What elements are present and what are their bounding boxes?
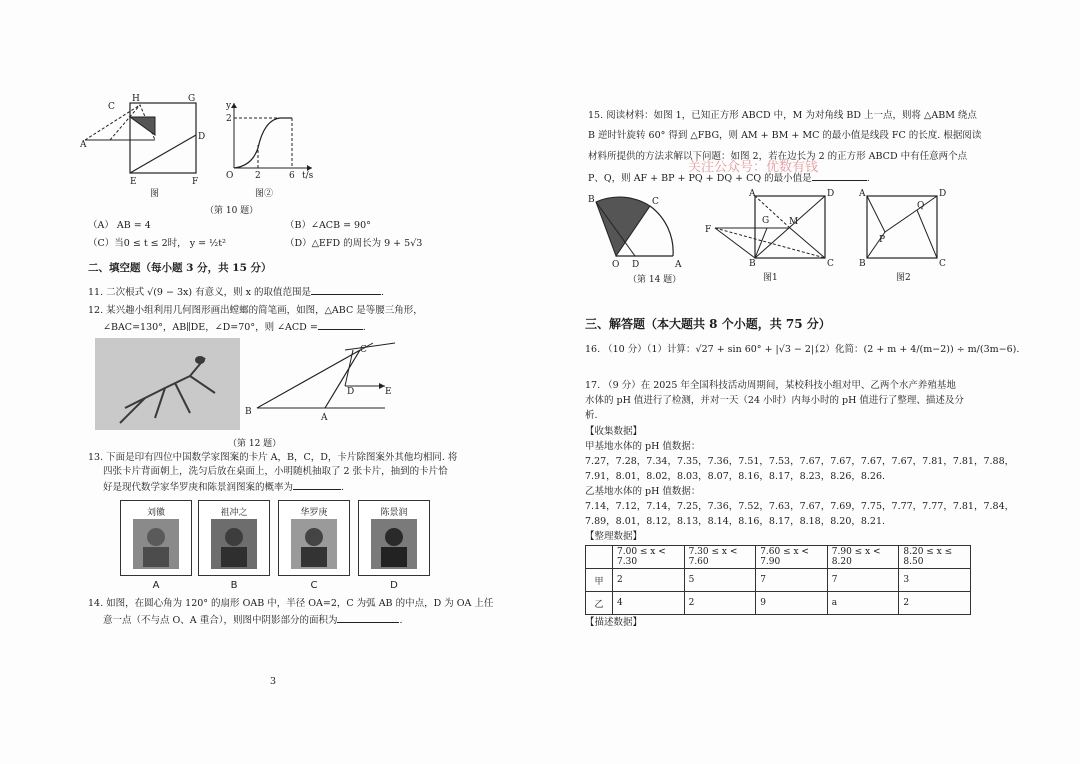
q10-option-b: （B）∠ACB = 90° (285, 220, 371, 231)
q11-blank (311, 285, 381, 295)
card-d-name: 陈景润 (380, 508, 408, 518)
fig14-title: （第 14 题） (628, 275, 682, 285)
fig1-label-f: F (705, 225, 712, 235)
card-b-portrait (211, 519, 257, 569)
fig14-label-d: D (632, 260, 640, 270)
fig12-label-a: A (321, 413, 328, 423)
fig12-title: （第 12 题） (228, 439, 282, 449)
question-13-text: 好是现代数学家华罗庚和陈景润图案的概率为 (103, 482, 294, 493)
question-14-line-2: 意一点（不与点 O、A 重合），则图中阴影部分的面积为 . (103, 615, 403, 626)
table-header-cell: 8.20 ≤ x ≤ 8.50 (899, 546, 971, 569)
fig2-label-q: Q (917, 201, 925, 211)
graph-label-ts: t/s (302, 171, 314, 181)
question-12-line-2: ∠BAC=130°，AB∥DE，∠D=70°，则 ∠ACD = . (103, 322, 366, 333)
table-header-cell: 7.00 ≤ x < 7.30 (613, 546, 685, 569)
fig14-label-o: O (612, 260, 620, 270)
card-c (278, 500, 350, 591)
graph-tick-2: 2 (255, 171, 261, 181)
card-a (120, 500, 192, 591)
table-row (586, 569, 971, 592)
table-cell: a (827, 592, 899, 615)
section-2-heading: 二、填空题（每小题 3 分，共 15 分） (88, 262, 272, 274)
card-d-letter: D (390, 580, 398, 591)
q12-blank (318, 320, 363, 330)
fig1-label-b: B (749, 259, 756, 269)
figure-10-graph (222, 98, 322, 181)
table-cell: 9 (756, 592, 828, 615)
question-12-text: ∠BAC=130°，AB∥DE，∠D=70°，则 ∠ACD = (103, 322, 318, 333)
card-b (198, 500, 270, 591)
question-13-line-2: 四张卡片背面朝上，洗匀后放在桌面上，小明随机抽取了 2 张卡片，抽到的卡片恰 (103, 466, 448, 477)
fig10-label-f: F (192, 177, 199, 187)
table-cell: 3 (899, 569, 971, 592)
table-cell: 2 (899, 592, 971, 615)
card-a-letter: A (152, 580, 160, 591)
section-3-heading: 三、解答题（本大题共 8 个小题，共 75 分） (585, 317, 831, 331)
table-header-cell: 7.30 ≤ x < 7.60 (684, 546, 756, 569)
table-header-cell: 7.90 ≤ x < 8.20 (827, 546, 899, 569)
card-c-letter: C (310, 580, 318, 591)
fig10-label-g: G (188, 94, 196, 104)
fig2-label-p: P (879, 235, 886, 245)
fig12-label-c: C (360, 345, 367, 355)
fig10-label-c: C (108, 102, 115, 112)
card-d-portrait (371, 519, 417, 569)
q15-blank (812, 171, 867, 181)
question-13-line-3: 好是现代数学家华罗庚和陈景润图案的概率为 . (103, 482, 345, 493)
question-11: 11. 二次根式 √(9 − 3x) 有意义，则 x 的取值范围是 . (88, 287, 385, 298)
question-17-line-1: 17. （9 分）在 2025 年全国科技活动周期间，某校科技小组对甲、乙两个水产养殖基地 (585, 380, 956, 391)
ph-frequency-table (585, 545, 971, 615)
fig14-label-c: C (652, 197, 659, 207)
question-11-text: 11. 二次根式 √(9 − 3x) 有意义，则 x 的取值范围是 (88, 287, 311, 298)
fig10-label-h: H (132, 94, 140, 104)
question-13-line-1: 13. 下面是印有四位中国数学家图案的卡片 A，B，C，D，卡片除图案外其他均相同. 将 (88, 452, 458, 463)
q14-blank (337, 613, 399, 623)
table-cell: 4 (613, 592, 685, 615)
fig10-label-d: D (198, 132, 206, 142)
fig2-label-c: C (939, 259, 946, 269)
fig14-label-b: B (588, 195, 595, 205)
organize-data-heading: 【整理数据】 (585, 531, 643, 542)
question-14-line-1: 14. 如图，在圆心角为 120° 的扇形 OAB 中，半径 OA=2，C 为弧 AB 的中点，D 为 OA 上任 (88, 598, 494, 609)
yi-data-title: 乙基地水体的 pH 值数据： (585, 486, 701, 497)
question-16-part-2: （2）化简：(2 + m + 4/(m−2)) ÷ m/(3m−6). (810, 344, 1020, 355)
question-12-line-1: 12. 某兴趣小组利用几何图形画出螳螂的简笔画，如图，△ABC 是等腰三角形， (88, 305, 423, 316)
fig1-label-c: C (827, 259, 834, 269)
card-c-name: 华罗庚 (300, 508, 328, 518)
card-a-portrait (133, 519, 179, 569)
fig10-caption-2: 图② (255, 189, 274, 199)
table-header-cell: 7.60 ≤ x < 7.90 (756, 546, 828, 569)
q13-blank (293, 480, 341, 490)
yi-data-line-2: 7.89，8.01，8.12，8.13，8.14，8.16，8.17，8.18，8.20，8.21. (585, 516, 886, 527)
card-c-portrait (291, 519, 337, 569)
table-row (586, 592, 971, 615)
graph-label-y: y (226, 101, 232, 111)
fig10-caption-1: 图 (150, 189, 160, 199)
question-14-text: 意一点（不与点 O、A 重合），则图中阴影部分的面积为 (103, 615, 338, 626)
graph-label-2: 2 (226, 114, 232, 124)
fig10-title: （第 10 题） (205, 206, 259, 216)
question-15-line-2: B 逆时针旋转 60° 得到 △FBG，则 AM + BM + MC 的最小值是线段 FC 的长度. 根据阅读 (588, 130, 982, 141)
fig12-label-d: D (347, 387, 355, 397)
fig1-label-a: A (749, 189, 756, 199)
question-15-text: P、Q，则 AF + BP + PQ + DQ + CQ 的最小值是 (588, 173, 812, 184)
figure-14 (588, 192, 698, 270)
table-cell: 甲 (586, 569, 613, 592)
table-cell: 7 (827, 569, 899, 592)
question-17-line-2: 水体的 pH 值进行了检测，并对一天（24 小时）内每小时的 pH 值进行了整理、描述及分 (585, 395, 964, 406)
card-b-letter: B (230, 580, 238, 591)
table-cell: 7 (756, 569, 828, 592)
fig1-caption: 图1 (763, 273, 778, 283)
yi-data-line-1: 7.14，7.12，7.14，7.25，7.36，7.52，7.63，7.67，7.69，7.75，7.77，7.77，7.81，7.84， (585, 501, 1015, 512)
table-header-row (586, 546, 971, 569)
question-16-part-1: 16. （10 分）（1）计算：√27 + sin 60° + |√3 − 2|； (585, 344, 824, 355)
fig10-label-a: A (80, 140, 87, 150)
q10-option-c: （C）当0 ≤ t ≤ 2时， y = ½t² (88, 238, 226, 249)
fig12-label-e: E (385, 387, 392, 397)
table-cell: 2 (613, 569, 685, 592)
fig1-label-g: G (762, 216, 770, 226)
fig2-label-a: A (859, 189, 866, 199)
jia-data-line-1: 7.27，7.28，7.34，7.35，7.36，7.51，7.53，7.67，7.67，7.67，7.67，7.81，7.81，7.88， (585, 456, 1015, 467)
fig2-caption: 图2 (896, 273, 911, 283)
fig12-label-b: B (245, 407, 252, 417)
table-cell: 2 (684, 592, 756, 615)
mantis-image (95, 338, 240, 430)
question-15-line-3: 材料所提供的方法求解以下问题：如图 2，若在边长为 2 的正方形 ABCD 中有任意两个点 (588, 151, 968, 162)
figure-15-2 (855, 190, 945, 270)
jia-data-title: 甲基地水体的 pH 值数据： (585, 441, 701, 452)
fig2-label-b: B (859, 259, 866, 269)
fig2-label-d: D (939, 189, 947, 199)
question-15-line-4: P、Q，则 AF + BP + PQ + DQ + CQ 的最小值是 . (588, 173, 870, 184)
card-d (358, 500, 430, 591)
fig10-label-e: E (130, 177, 137, 187)
question-15-line-1: 15. 阅读材料：如图 1，已知正方形 ABCD 中，M 为对角线 BD 上一点，则将 △ABM 绕点 (588, 110, 977, 121)
q10-option-a: （A） AB = 4 (88, 220, 151, 231)
figure-15-1 (705, 190, 835, 270)
figure-10-geometry (80, 95, 210, 185)
table-cell: 乙 (586, 592, 613, 615)
table-cell: 5 (684, 569, 756, 592)
page-number: 3 (270, 676, 277, 687)
table-header-cell (586, 546, 613, 569)
graph-label-o: O (226, 171, 234, 181)
describe-data-heading: 【描述数据】 (585, 617, 643, 628)
graph-tick-6: 6 (289, 171, 295, 181)
card-a-name: 刘徽 (146, 508, 165, 518)
watermark-text: 关注公众号：优数有钱 (688, 160, 819, 175)
question-17-line-3: 析. (585, 410, 598, 421)
collect-data-heading: 【收集数据】 (585, 426, 643, 437)
card-b-name: 祖冲之 (220, 508, 248, 518)
q10-option-d: （D）△EFD 的周长为 9 + 5√3 (285, 238, 423, 249)
fig14-label-a: A (675, 260, 682, 270)
figure-12 (245, 338, 395, 428)
fig1-label-d: D (827, 189, 835, 199)
jia-data-line-2: 7.91，8.01，8.02，8.03，8.07，8.16，8.17，8.23，8.26，8.26. (585, 471, 886, 482)
fig1-label-m: M (789, 217, 799, 227)
